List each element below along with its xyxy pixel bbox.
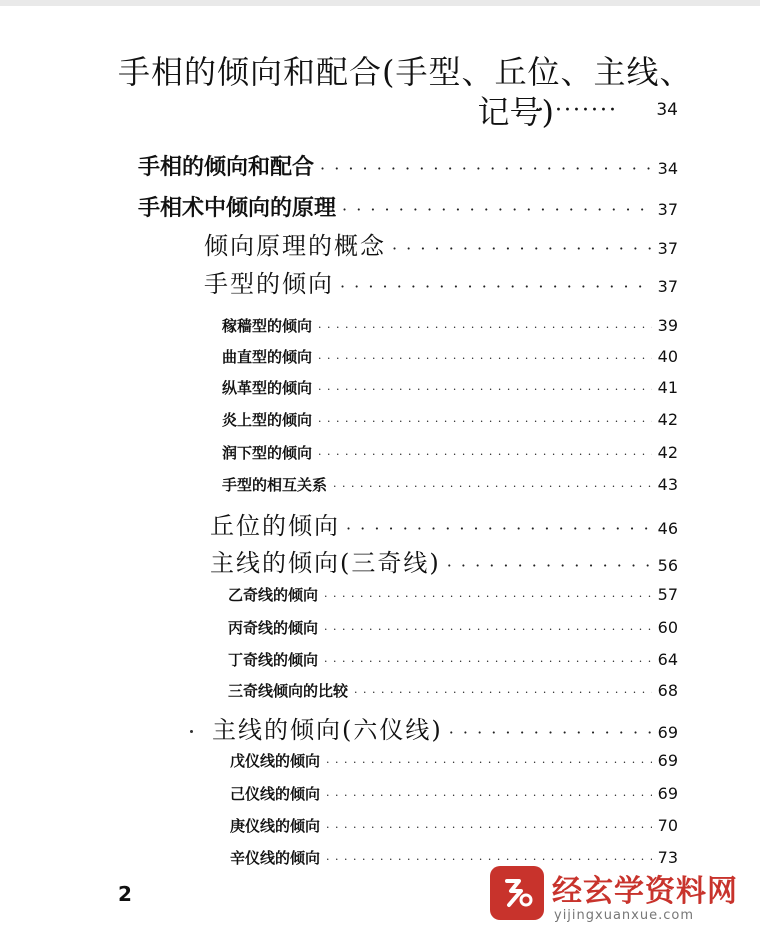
toc-entry-title: 乙奇线的倾向 xyxy=(228,586,319,604)
toc-page-number: 69 xyxy=(657,723,678,742)
toc-page-number: 37 xyxy=(657,277,678,296)
toc-entry-title: 丘位的倾向 xyxy=(210,512,340,540)
toc-entry-title: 主线的倾向(六仪线) xyxy=(212,716,443,744)
toc-page-number: 68 xyxy=(657,681,678,700)
toc-entry-title: 庚仪线的倾向 xyxy=(230,817,321,835)
toc-page-number: 40 xyxy=(657,347,678,366)
toc-page-number: 69 xyxy=(657,751,678,770)
toc-leader-dots xyxy=(326,821,652,834)
toc-page-number: 64 xyxy=(657,650,678,669)
toc-entry-title: 手型的倾向 xyxy=(204,270,334,298)
toc-entry-title: 手型的相互关系 xyxy=(222,476,328,494)
toc-page-number: 73 xyxy=(657,848,678,867)
toc-entry[interactable] xyxy=(230,750,678,771)
toc-leader-dots xyxy=(324,590,652,603)
toc-entry[interactable] xyxy=(230,815,678,836)
toc-entry-title: 己仪线的倾向 xyxy=(230,785,321,803)
toc-page-number: 43 xyxy=(657,475,678,494)
watermark-brand: 经玄学资料网 xyxy=(552,874,738,909)
toc-entry-title: 手相的倾向和配合 xyxy=(138,155,315,180)
toc-entry[interactable] xyxy=(210,543,678,578)
toc-entry[interactable] xyxy=(222,409,678,430)
chapter-page-number: 34 xyxy=(656,100,678,120)
toc-entry[interactable] xyxy=(138,191,678,222)
toc-entry[interactable] xyxy=(222,315,678,336)
toc-entry[interactable] xyxy=(222,377,678,398)
toc-leader-dots xyxy=(392,239,652,258)
chapter-leader-dots: ········· xyxy=(537,98,618,123)
toc-entry[interactable] xyxy=(228,680,678,701)
toc-entry[interactable] xyxy=(210,506,678,541)
toc-page-number: 60 xyxy=(657,618,678,637)
toc-entry[interactable] xyxy=(138,150,678,181)
toc-leader-dots xyxy=(342,200,652,219)
scan-speck xyxy=(190,730,193,733)
toc-entry-title: 丁奇线的倾向 xyxy=(228,651,319,669)
toc-leader-dots xyxy=(318,448,652,461)
chapter-title-line2: 记号) xyxy=(477,93,554,131)
toc-page-number: 70 xyxy=(657,816,678,835)
toc-leader-dots xyxy=(333,480,652,493)
toc-entry[interactable] xyxy=(228,584,678,605)
toc-entry[interactable] xyxy=(204,226,678,261)
toc-page-number: 56 xyxy=(657,556,678,575)
toc-entry-title: 三奇线倾向的比较 xyxy=(228,682,349,700)
toc-leader-dots xyxy=(326,756,652,769)
toc-page-number: 46 xyxy=(657,519,678,538)
toc-leader-dots xyxy=(340,277,652,296)
toc-leader-dots xyxy=(320,159,652,178)
toc-page-number: 37 xyxy=(657,239,678,258)
toc-entry-title: 戊仪线的倾向 xyxy=(230,752,321,770)
toc-leader-dots xyxy=(326,789,652,802)
toc-leader-dots xyxy=(346,519,652,538)
jing-logo-icon xyxy=(490,866,544,920)
toc-entry-title: 润下型的倾向 xyxy=(222,444,313,462)
footer-page-number: 2 xyxy=(118,882,132,906)
toc-leader-dots xyxy=(318,321,652,334)
toc-entry[interactable] xyxy=(228,617,678,638)
toc-entry-title: 丙奇线的倾向 xyxy=(228,619,319,637)
toc-entry[interactable] xyxy=(222,474,678,495)
toc-entry-title: 纵革型的倾向 xyxy=(222,379,313,397)
chapter-title: 手相的倾向和配合(手型、丘位、主线、 xyxy=(118,53,693,91)
toc-entry-title: 倾向原理的概念 xyxy=(204,232,386,260)
toc-leader-dots xyxy=(447,556,652,575)
toc-page-number: 34 xyxy=(657,159,678,178)
toc-entry[interactable] xyxy=(204,264,678,299)
toc-entry-title: 炎上型的倾向 xyxy=(222,411,313,429)
toc-entry[interactable] xyxy=(228,649,678,670)
toc-leader-dots xyxy=(318,352,652,365)
watermark-url: yijingxuanxue.com xyxy=(554,908,694,923)
toc-page-number: 57 xyxy=(657,585,678,604)
toc-page-number: 42 xyxy=(657,443,678,462)
toc-leader-dots xyxy=(449,723,652,742)
toc-page-number: 69 xyxy=(657,784,678,803)
toc-leader-dots xyxy=(318,383,652,396)
toc-entry-title: 曲直型的倾向 xyxy=(222,348,313,366)
toc-entry-title: 手相术中倾向的原理 xyxy=(138,196,337,221)
toc-leader-dots xyxy=(324,655,652,668)
watermark[interactable] xyxy=(490,860,750,934)
chapter-title-continuation xyxy=(118,92,678,134)
toc-page-number: 42 xyxy=(657,410,678,429)
toc-entry[interactable] xyxy=(212,710,678,745)
toc-entry-title: 辛仪线的倾向 xyxy=(230,849,321,867)
toc-leader-dots xyxy=(318,415,652,428)
toc-page-number: 39 xyxy=(657,316,678,335)
toc-entry[interactable] xyxy=(230,783,678,804)
toc-page-number: 37 xyxy=(657,200,678,219)
toc-entry-title: 稼穑型的倾向 xyxy=(222,317,313,335)
toc-entry-title: 主线的倾向(三奇线) xyxy=(210,549,441,577)
scan-top-edge xyxy=(0,0,760,6)
toc-entry[interactable] xyxy=(222,442,678,463)
toc-page-number: 41 xyxy=(657,378,678,397)
toc-leader-dots xyxy=(324,623,652,636)
toc-entry[interactable] xyxy=(222,346,678,367)
toc-leader-dots xyxy=(354,686,652,699)
